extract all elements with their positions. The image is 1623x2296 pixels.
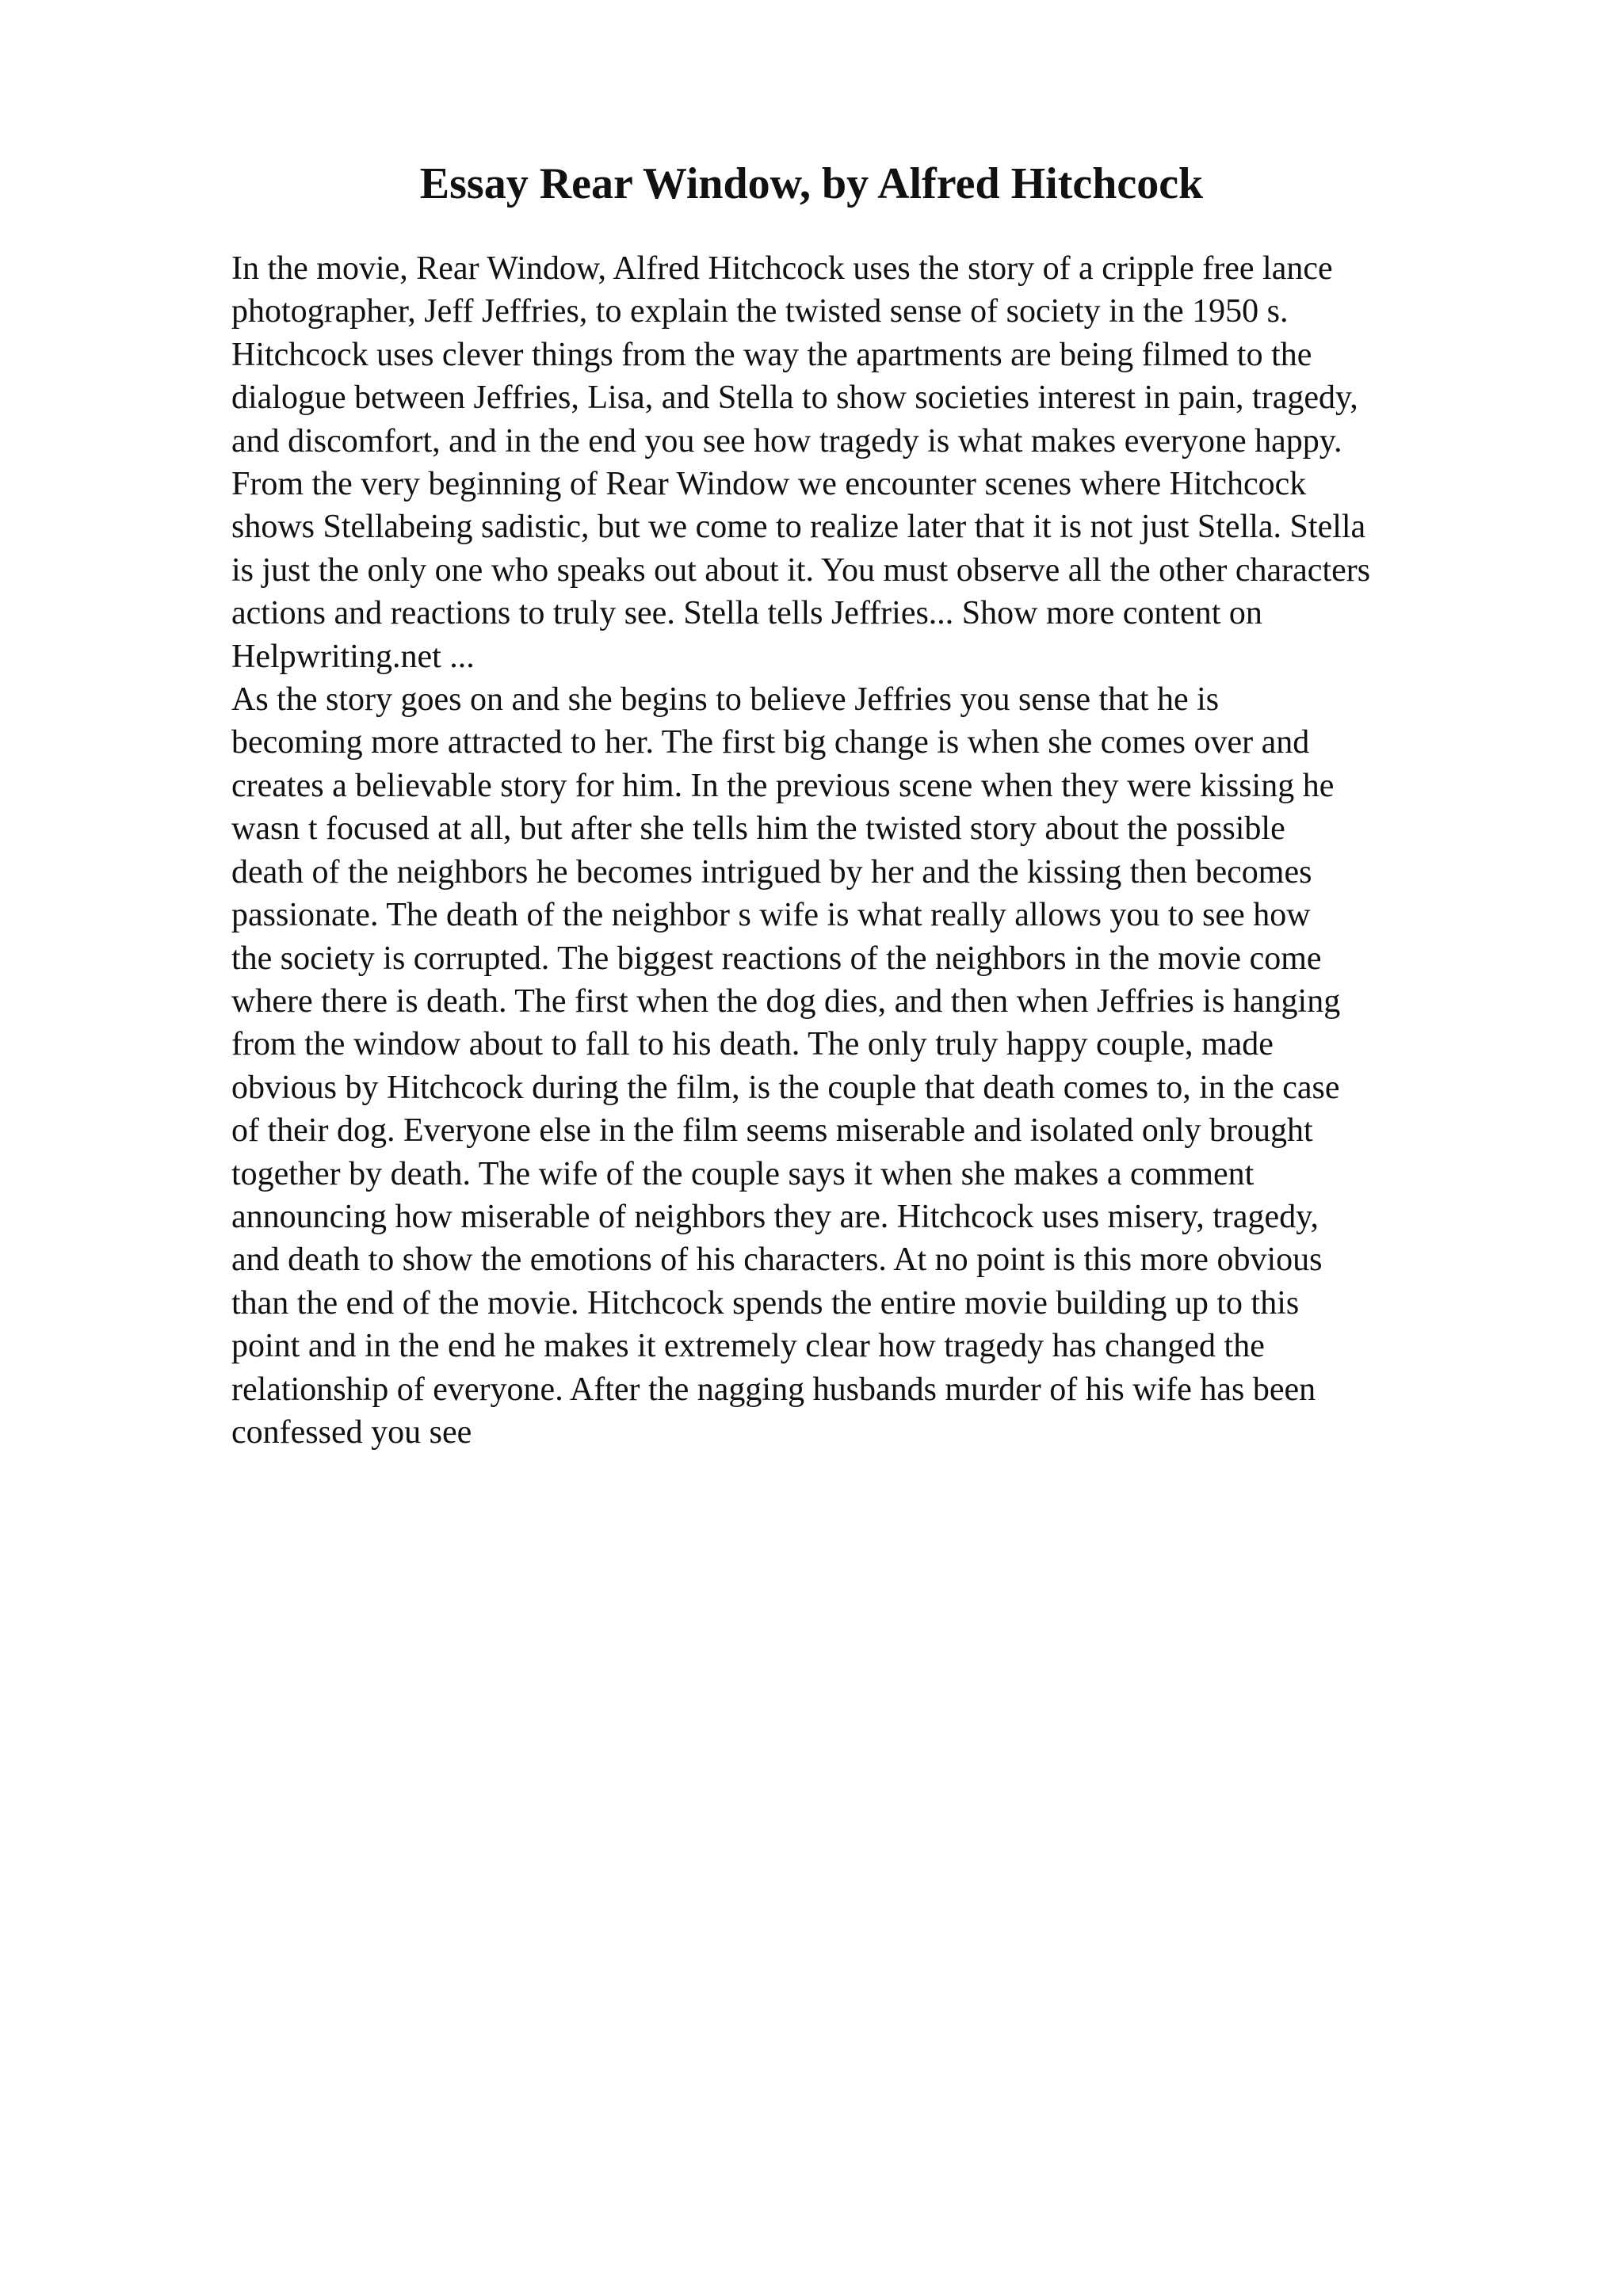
text-line: from the window about to fall to his death. The only truly happy couple, made [231,1026,1274,1063]
text-line: actions and reactions to truly see. Stella tells Jeffries... Show more content on [231,595,1262,632]
text-line: creates a believable story for him. In the previous scene when they were kissing he [231,767,1335,804]
text-line: photographer, Jeff Jeffries, to explain the twisted sense of society in the 1950 s. [231,293,1289,330]
text-line: together by death. The wife of the couple says it when she makes a comment [231,1155,1254,1192]
text-line: dialogue between Jeffries, Lisa, and Stella to show societies interest in pain, tragedy, [231,379,1358,417]
text-line: death of the neighbors he becomes intrigued by her and the kissing then becomes [231,853,1312,891]
text-line: relationship of everyone. After the nagging husbands murder of his wife has been [231,1371,1316,1408]
text-line: and discomfort, and in the end you see how tragedy is what makes everyone happy. [231,422,1342,460]
text-line: obvious by Hitchcock during the film, is the couple that death comes to, in the case [231,1069,1340,1106]
essay-body [231,247,1579,1454]
text-line: confessed you see [231,1413,472,1451]
text-line: the society is corrupted. The biggest reactions of the neighbors in the movie come [231,940,1322,977]
text-line: is just the only one who speaks out about it. You must observe all the other characters [231,551,1371,589]
text-line: From the very beginning of Rear Window we encounter scenes where Hitchcock [231,466,1307,503]
page-title: Essay Rear Window, by Alfred Hitchcock [419,159,1204,208]
text-line: shows Stellabeing sadistic, but we come to realize later that it is not just Stella. Stella [231,509,1366,546]
text-line: passionate. The death of the neighbor s wife is what really allows you to see how [231,897,1311,934]
text-line: wasn t focused at all, but after she tells him the twisted story about the possible [231,810,1285,848]
text-line: Helpwriting.net ... [231,638,475,675]
text-line: point and in the end he makes it extremely clear how tragedy has changed the [231,1328,1265,1365]
text-line: of their dog. Everyone else in the film seems miserable and isolated only brought [231,1112,1313,1150]
text-line: than the end of the movie. Hitchcock spends the entire movie building up to this [231,1284,1300,1322]
text-line: becoming more attracted to her. The first big change is when she comes over and [231,724,1310,761]
text-line: As the story goes on and she begins to believe Jeffries you sense that he is [231,681,1220,719]
text-line: and death to show the emotions of his characters. At no point is this more obvious [231,1241,1323,1279]
text-line: In the movie, Rear Window, Alfred Hitchcock uses the story of a cripple free lance [231,250,1333,287]
text-line: Hitchcock uses clever things from the way the apartments are being filmed to the [231,336,1312,373]
text-line: announcing how miserable of neighbors they are. Hitchcock uses misery, tragedy, [231,1198,1319,1235]
text-line: where there is death. The first when the dog dies, and then when Jeffries is hanging [231,982,1341,1020]
